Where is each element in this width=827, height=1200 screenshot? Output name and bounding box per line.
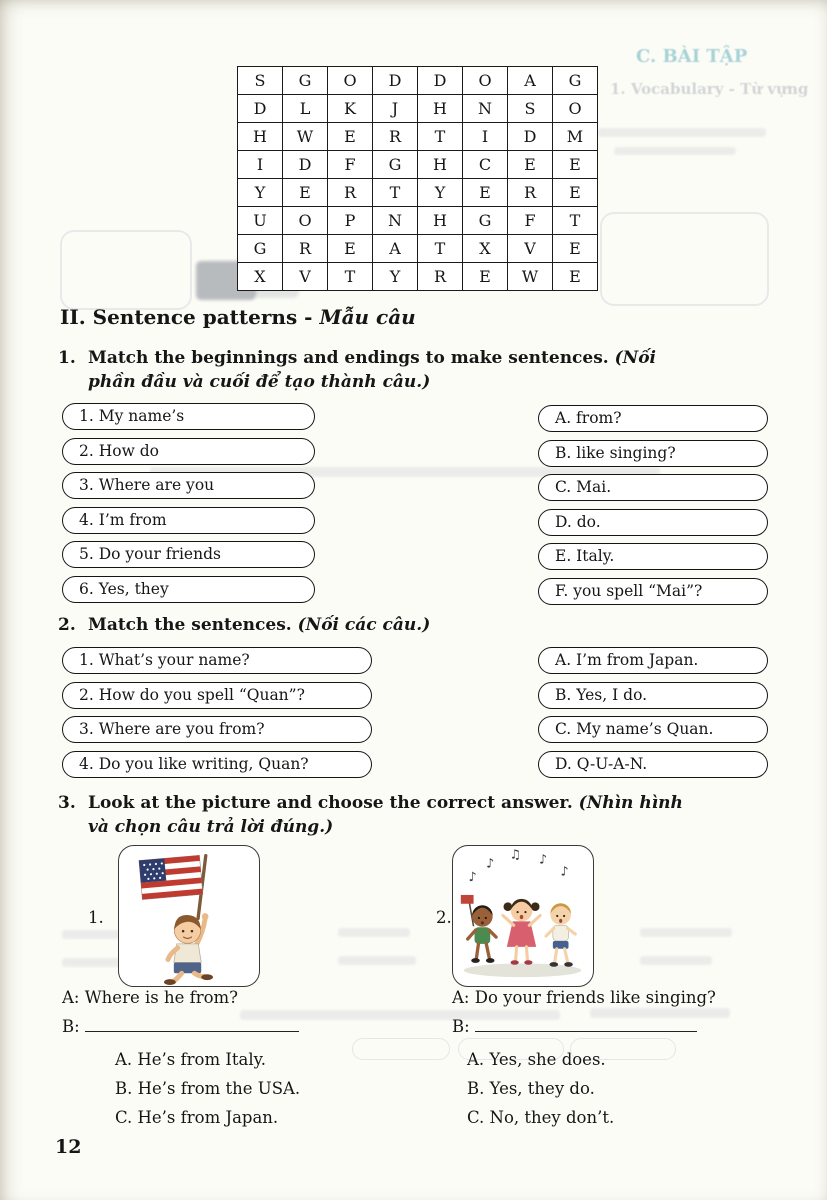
match-pill: A. I’m from Japan. bbox=[538, 647, 768, 674]
grid-cell: D bbox=[238, 95, 283, 123]
grid-cell: H bbox=[418, 95, 463, 123]
match-pill: C. My name’s Quan. bbox=[538, 716, 768, 743]
grid-cell: F bbox=[508, 207, 553, 235]
page-number: 12 bbox=[55, 1136, 82, 1158]
exercise1-heading bbox=[58, 346, 708, 394]
grid-cell: X bbox=[463, 235, 508, 263]
grid-cell: G bbox=[283, 67, 328, 95]
instruction-en: Match the sentences. bbox=[88, 615, 292, 635]
picture2-label: 2. bbox=[436, 908, 452, 927]
option: A. He’s from Italy. bbox=[115, 1050, 266, 1069]
grid-cell: V bbox=[508, 235, 553, 263]
grid-cell: D bbox=[508, 123, 553, 151]
answer-line bbox=[62, 1017, 412, 1037]
option: C. No, they don’t. bbox=[467, 1108, 615, 1127]
match-pill: 3. Where are you from? bbox=[62, 716, 372, 743]
match-pill: A. from? bbox=[538, 405, 768, 432]
grid-cell: D bbox=[418, 67, 463, 95]
instruction-vi: (Nhìn hình và chọn câu trả lời đúng.) bbox=[88, 793, 683, 837]
grid-cell: R bbox=[373, 123, 418, 151]
option: C. He’s from Japan. bbox=[115, 1108, 279, 1127]
match-pill: 1. My name’s bbox=[62, 403, 315, 430]
match-pill: C. Mai. bbox=[538, 474, 768, 501]
grid-cell: N bbox=[373, 207, 418, 235]
child-middle bbox=[503, 899, 540, 965]
grid-cell: Y bbox=[373, 263, 418, 291]
grid-cell: G bbox=[463, 207, 508, 235]
svg-text:♪: ♪ bbox=[560, 863, 569, 879]
grid-cell: A bbox=[508, 67, 553, 95]
match-pill: 2. How do you spell “Quan”? bbox=[62, 682, 372, 709]
grid-cell: S bbox=[508, 95, 553, 123]
options-list bbox=[467, 1050, 802, 1128]
grid-cell: S bbox=[238, 67, 283, 95]
grid-cell: R bbox=[328, 179, 373, 207]
grid-cell: O bbox=[463, 67, 508, 95]
svg-text:♫: ♫ bbox=[509, 846, 522, 862]
match-pill: 3. Where are you bbox=[62, 472, 315, 499]
grid-cell: D bbox=[373, 67, 418, 95]
grid-cell: E bbox=[328, 123, 373, 151]
grid-cell: T bbox=[373, 179, 418, 207]
grid-cell: J bbox=[373, 95, 418, 123]
instruction-en: Match the beginnings and endings to make sentences. bbox=[88, 348, 609, 368]
option: B. Yes, they do. bbox=[467, 1079, 595, 1098]
picture2-frame bbox=[452, 845, 594, 987]
answer-line bbox=[452, 1017, 802, 1037]
child-right bbox=[546, 903, 575, 967]
exercise3-number: 3. bbox=[58, 793, 76, 813]
grid-cell: T bbox=[418, 235, 463, 263]
option: A. Yes, she does. bbox=[467, 1050, 606, 1069]
section-title bbox=[60, 305, 416, 329]
grid-cell: O bbox=[283, 207, 328, 235]
grid-cell: T bbox=[328, 263, 373, 291]
exercise2-number: 2. bbox=[58, 615, 76, 635]
bleedthrough-ghost-box bbox=[600, 212, 769, 306]
grid-cell: T bbox=[418, 123, 463, 151]
bleedthrough-smudge bbox=[640, 928, 732, 937]
grid-cell: G bbox=[238, 235, 283, 263]
grid-cell: E bbox=[553, 263, 598, 291]
exercise2-instruction bbox=[88, 613, 658, 637]
exercise3-heading bbox=[58, 791, 708, 839]
grid-cell: N bbox=[463, 95, 508, 123]
grid-cell: V bbox=[283, 263, 328, 291]
grid-cell: P bbox=[328, 207, 373, 235]
match-pill: 5. Do your friends bbox=[62, 541, 315, 568]
grid-cell: H bbox=[418, 151, 463, 179]
grid-cell: W bbox=[283, 123, 328, 151]
exercise2-left-column bbox=[62, 647, 372, 778]
match-pill: E. Italy. bbox=[538, 543, 768, 570]
bleedthrough-smudge bbox=[338, 928, 410, 937]
grid-row bbox=[238, 123, 598, 151]
grid-cell: L bbox=[283, 95, 328, 123]
bleedthrough-ghost-box bbox=[60, 230, 192, 310]
grid-cell: O bbox=[328, 67, 373, 95]
svg-text:♪: ♪ bbox=[486, 855, 495, 871]
match-pill: D. Q-U-A-N. bbox=[538, 751, 768, 778]
answer-label: B: bbox=[62, 1017, 80, 1036]
question-text: A: Where is he from? bbox=[62, 988, 239, 1007]
grid-cell: R bbox=[508, 179, 553, 207]
grid-cell: G bbox=[373, 151, 418, 179]
grid-cell: E bbox=[508, 151, 553, 179]
grid-cell: Y bbox=[418, 179, 463, 207]
bleedthrough-subheading: 1. Vocabulary - Từ vựng bbox=[610, 80, 809, 98]
grid-cell: E bbox=[463, 263, 508, 291]
question-text: A: Do your friends like singing? bbox=[452, 988, 716, 1007]
match-pill: 2. How do bbox=[62, 438, 315, 465]
grid-cell: C bbox=[463, 151, 508, 179]
section-title-text: II. Sentence patterns - bbox=[60, 305, 313, 329]
boy-with-usa-flag-illustration bbox=[119, 846, 258, 985]
exercise3-instruction bbox=[88, 791, 708, 839]
grid-cell: F bbox=[328, 151, 373, 179]
exercise2-right-column bbox=[538, 647, 768, 778]
picture1-label: 1. bbox=[88, 908, 104, 927]
grid-cell: D bbox=[283, 151, 328, 179]
option: B. He’s from the USA. bbox=[115, 1079, 301, 1098]
bleedthrough-smudge bbox=[614, 147, 736, 155]
match-pill: 4. I’m from bbox=[62, 507, 315, 534]
exercise2-heading bbox=[58, 613, 658, 637]
grid-row bbox=[238, 95, 598, 123]
match-pill: D. do. bbox=[538, 509, 768, 536]
qa-block-2 bbox=[452, 988, 802, 1137]
bleedthrough-smudge bbox=[62, 930, 120, 939]
exercise1-right-column bbox=[538, 405, 768, 605]
bleedthrough-smudge bbox=[338, 956, 416, 965]
answer-blank bbox=[85, 1018, 299, 1032]
grid-cell: E bbox=[463, 179, 508, 207]
answer-blank bbox=[475, 1018, 697, 1032]
grid-cell: H bbox=[238, 123, 283, 151]
exercise1-number: 1. bbox=[58, 348, 76, 368]
grid-cell: E bbox=[283, 179, 328, 207]
grid-cell: W bbox=[508, 263, 553, 291]
answer-label: B: bbox=[452, 1017, 470, 1036]
instruction-vi: (Nối các câu.) bbox=[297, 615, 431, 635]
child-left bbox=[461, 895, 496, 963]
svg-text:♪: ♪ bbox=[539, 851, 548, 867]
match-pill: 4. Do you like writing, Quan? bbox=[62, 751, 372, 778]
section-title-vietnamese: Mẫu câu bbox=[319, 305, 416, 329]
grid-cell: A bbox=[373, 235, 418, 263]
grid-cell: I bbox=[238, 151, 283, 179]
bleedthrough-smudge bbox=[598, 128, 766, 137]
grid-cell: U bbox=[238, 207, 283, 235]
match-pill: 6. Yes, they bbox=[62, 576, 315, 603]
grid-row bbox=[238, 207, 598, 235]
grid-row bbox=[238, 235, 598, 263]
options-list bbox=[115, 1050, 412, 1128]
grid-cell: X bbox=[238, 263, 283, 291]
match-pill: B. like singing? bbox=[538, 440, 768, 467]
grid-cell: E bbox=[328, 235, 373, 263]
grid-row bbox=[238, 263, 598, 291]
grid-cell: I bbox=[463, 123, 508, 151]
grid-cell: E bbox=[553, 179, 598, 207]
grid-cell: H bbox=[418, 207, 463, 235]
grid-row bbox=[238, 179, 598, 207]
usa-flag-icon bbox=[139, 854, 208, 920]
grid-cell: E bbox=[553, 235, 598, 263]
qa-block-1 bbox=[62, 988, 412, 1137]
grid-row bbox=[238, 67, 598, 95]
grid-cell: T bbox=[553, 207, 598, 235]
bleedthrough-heading: C. BÀI TẬP bbox=[636, 46, 748, 67]
bleedthrough-smudge bbox=[640, 956, 712, 965]
svg-text:♪: ♪ bbox=[468, 869, 477, 885]
match-pill: 1. What’s your name? bbox=[62, 647, 372, 674]
exercise1-left-column bbox=[62, 403, 315, 603]
match-pill: F. you spell “Mai”? bbox=[538, 578, 768, 605]
grid-cell: O bbox=[553, 95, 598, 123]
match-pill: B. Yes, I do. bbox=[538, 682, 768, 709]
boy-figure bbox=[164, 913, 213, 985]
instruction-en: Look at the picture and choose the correct answer. bbox=[88, 793, 573, 813]
grid-cell: R bbox=[283, 235, 328, 263]
grid-cell: R bbox=[418, 263, 463, 291]
grid-cell: K bbox=[328, 95, 373, 123]
grid-cell: M bbox=[553, 123, 598, 151]
three-children-singing-illustration bbox=[453, 846, 592, 985]
music-notes-icon bbox=[469, 847, 569, 885]
grid-cell: Y bbox=[238, 179, 283, 207]
grid-cell: G bbox=[553, 67, 598, 95]
exercise1-instruction bbox=[88, 346, 708, 394]
grid-row bbox=[238, 151, 598, 179]
instruction-vi: (Nối phần đầu và cuối để tạo thành câu.) bbox=[88, 348, 657, 392]
grid-cell: E bbox=[553, 151, 598, 179]
picture1-frame bbox=[118, 845, 260, 987]
wordsearch-grid bbox=[237, 66, 598, 291]
